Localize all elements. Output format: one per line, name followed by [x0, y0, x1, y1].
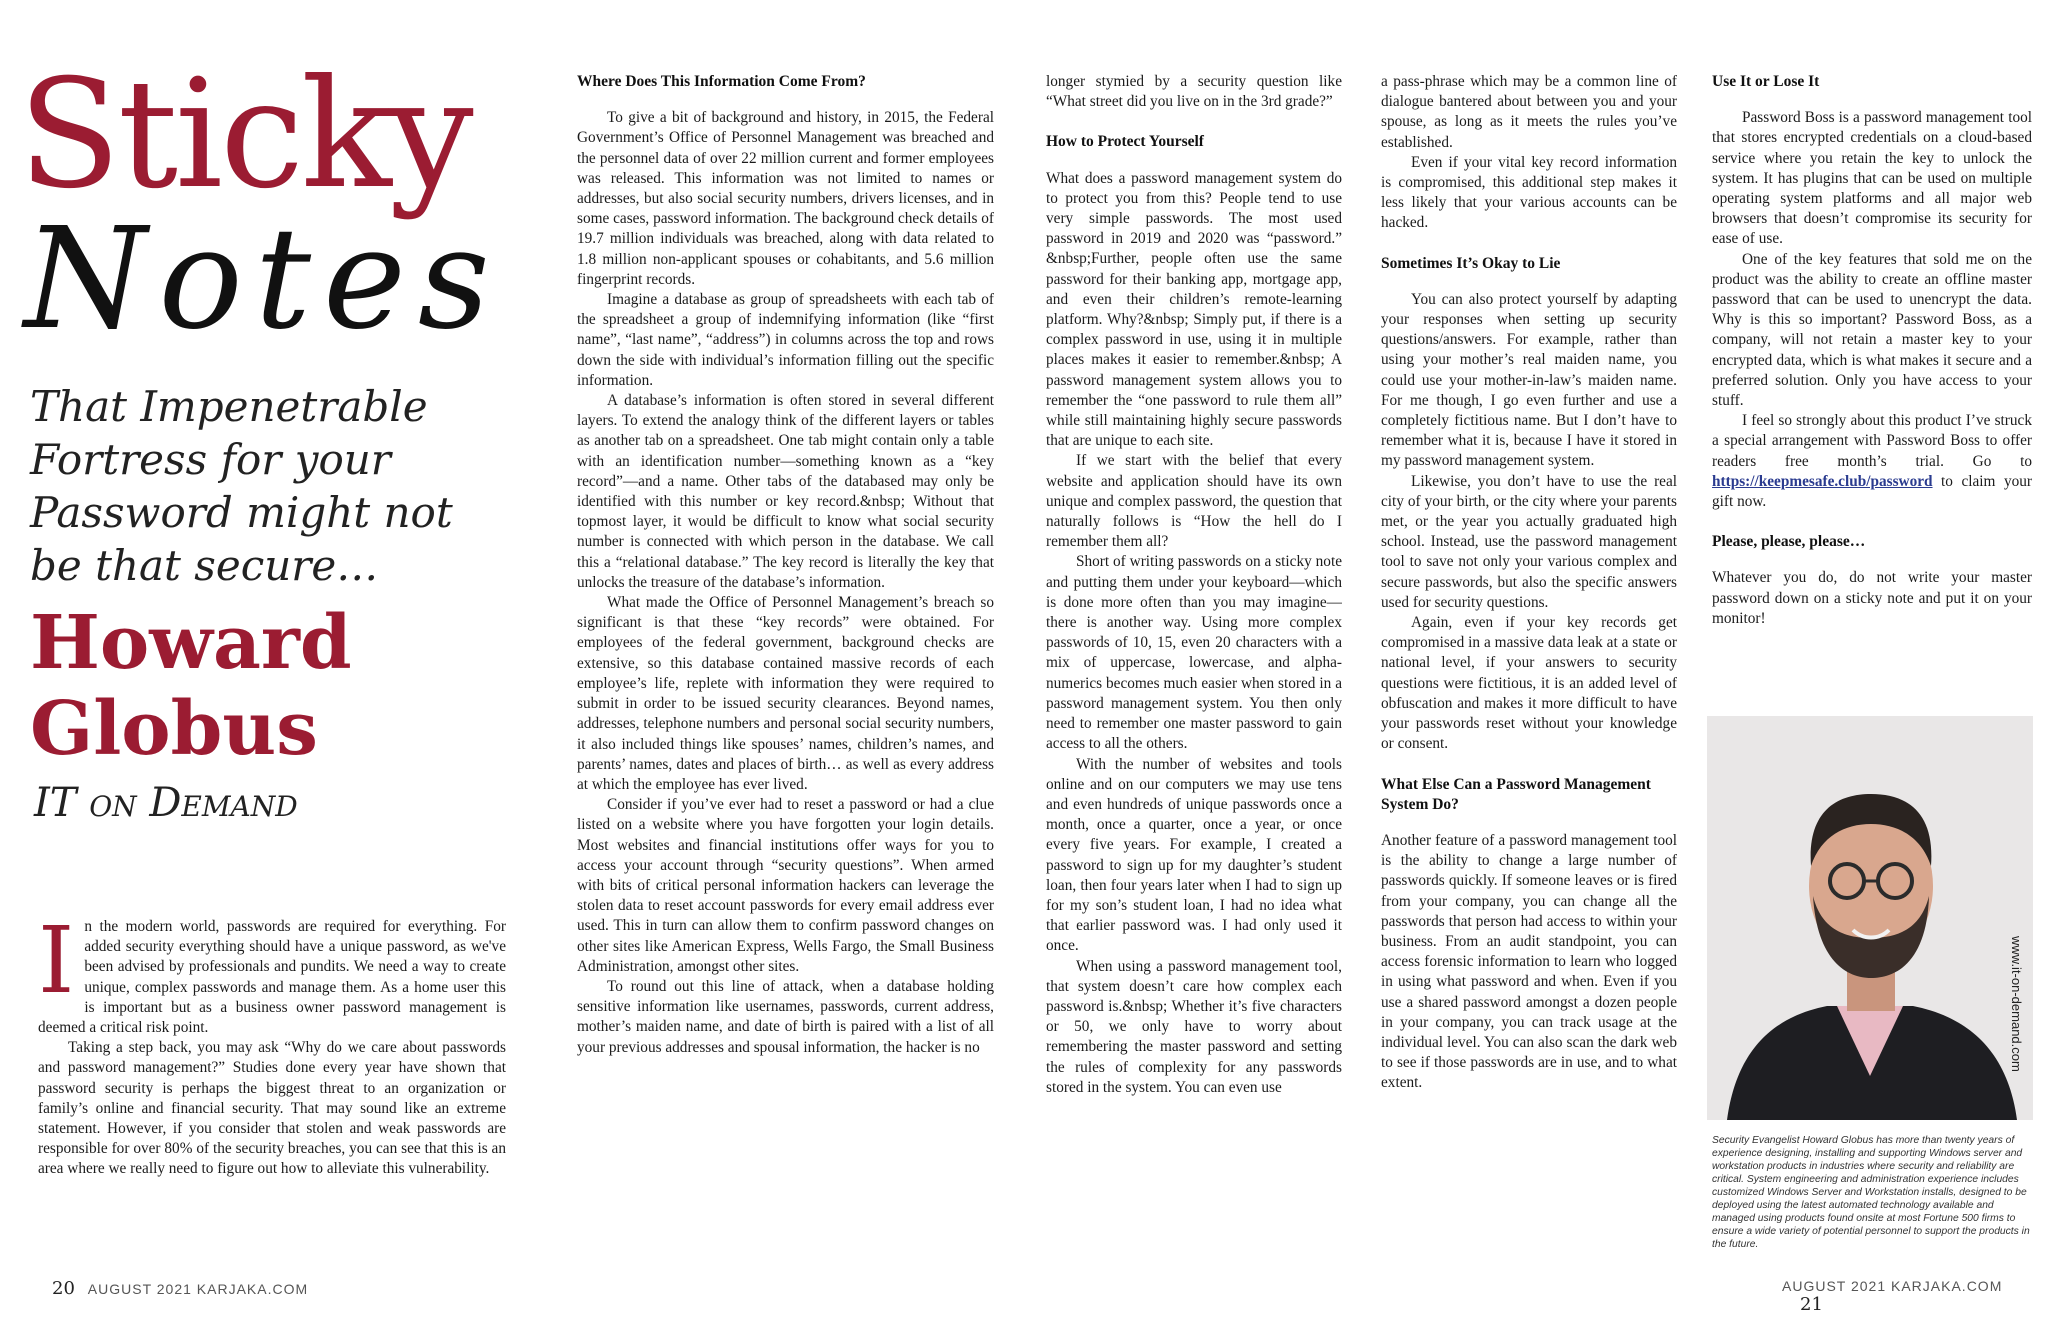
body-paragraph: When using a password management tool, that system doesn’t care how complex each password is.&nbsp; Whether it’s five characters or 50, we only have to worry about remembering the master password and setting the rules of complexity for any passwords stored in the system. You can even use [1046, 957, 1342, 1096]
intro-paragraph-2: Taking a step back, you may ask “Why do we care about passwords and password management?” Studies done every year have shown that password security is perhaps the biggest threat to an organization or family’s online and financial security. That may sound like an extreme statement. However, if you consider that stolen and weak passwords are responsible for over 80% of the security breaches, you can see that this is an area where we really need to figure out how to alleviate this vulnerability. [38, 1039, 506, 1178]
article-column-4 [1381, 72, 1677, 1252]
body-paragraph: Imagine a database as group of spreadsheets with each tab of the spreadsheet a group of indemnifying information (like “first name”, “last name”, “address”) in columns across the top and rows down the side with individual’s information filling out the specific information. [577, 291, 994, 389]
body-paragraph: To give a bit of background and history, in 2015, the Federal Government’s Office of Personnel Management was breached and the personnel data of over 22 million current and former employees was released. This information was not limited to names or addresses, but also social security numbers, drivers licenses, and in some cases, password information. The background check details of 19.7 million individuals was breached, along with data related to 1.8 million non-applicant spouses or cohabitants, and 5.6 million fingerprint records. [577, 109, 994, 288]
intro-paragraph-1: n the modern world, passwords are required for everything. For added security everything should have a unique password, as we've been advised by professionals and pundits. We need a way to create unique, complex passwords and manage them. As a home user this is important but as a business owner password management is deemed a critical risk point. [38, 918, 506, 1037]
body-paragraph: longer stymied by a security question like “What street did you live on in the 3rd grade?” [1046, 73, 1342, 111]
vertical-website-url: www.it-on-demand.com [2009, 936, 2024, 1072]
subtitle: That Impenetrable Fortress for your Password might not be that secure… [30, 382, 453, 590]
body-paragraph: What does a password management system do to protect you from this? People tend to use very simple passwords. The most used password in 2019 and 2020 was “password.” &nbsp;Further, people often use the same password for their banking app, mortgage app, and even their children’s remote-learning platform. Why?&nbsp; Simply put, if there is a complex password in use, using it in multiple places makes it easier to remember.&nbsp; A password management system allows you to remember the “one password to rule them all” while still maintaining highly secure passwords that are unique to each site. [1046, 169, 1342, 450]
author-photo [1707, 716, 2033, 1120]
section-heading: Please, please, please… [1712, 533, 1866, 551]
body-paragraph: You can also protect yourself by adapting your responses when setting up security questions/answers. For example, rather than using your mother’s real maiden name, you could use your mother-in-law’s maiden name. For me though, I go even further and use a completely fictitious name. But I don’t have to remember what it is, because I have it stored in my password management system. [1381, 290, 1677, 470]
drop-cap: I [38, 917, 75, 1014]
body-paragraph: Again, even if your key records get compromised in a massive data leak at a state or national level, if your answers to security questions were fictitious, it is an added level of obfuscation and makes it more difficult to have your passwords reset without your knowledge or consent. [1381, 614, 1677, 753]
body-paragraph: What made the Office of Personnel Management’s breach so significant is that these “key records” were obtained. For employees of the federal government, background checks are extensive, so this database contained massive records of each employee’s life, replete with information they were required to submit in order to be issued security clearances. Beyond names, addresses, telephone numbers and personal social security numbers, it also included things like spouses’ names, children’s names, and parents’ names, dates and places of birth… as well as every address at which the employee has ever lived. [577, 594, 994, 793]
article-column-3 [1046, 72, 1342, 1252]
body-paragraph: Password Boss is a password management tool that stores encrypted credentials on a cloud-based service where you retain the key to unlock the system. It has plugins that can be used on multiple operating system platforms and all major web browsers that doesn’t compromise its security for ease of use. [1712, 109, 2032, 248]
page-footer-right [1782, 1278, 2048, 1315]
page-number: 21 [1800, 1294, 1823, 1315]
footer-text: AUGUST 2021 KARJAKA.COM [87, 1281, 309, 1297]
footer-text: AUGUST 2021 KARJAKA.COM [1782, 1278, 2003, 1294]
body-paragraph: I feel so strongly about this product I’ve struck a special arrangement with Password Boss to offer readers free month’s trial. Go to https://keepmesafe.club/password to claim your gift now. [1712, 412, 2032, 511]
intro-column [38, 917, 506, 1247]
company-name: IT on Demand [34, 780, 298, 826]
body-paragraph: To round out this line of attack, when a database holding sensitive information like usernames, passwords, current address, mother’s maiden name, and date of birth is paired with a list of all your previous addresses and spousal information, the hacker is no [577, 977, 994, 1056]
title-notes: Notes [24, 198, 502, 361]
section-heading: What Else Can a Password Management System Do? [1381, 775, 1651, 813]
body-paragraph: With the number of websites and tools online and on our computers we may use tens and even hundreds of unique passwords once a month, once a quarter, once a year, or once every five years. For example, I created a password to sign up for my daughter’s student loan, then four years later when I had to sign up for my son’s student loan, I had no idea what that earlier password was. I had only used it once. [1046, 755, 1342, 955]
page-footer-left [52, 1278, 308, 1299]
password-boss-link[interactable]: https://keepmesafe.club/password [1712, 472, 1933, 490]
body-paragraph: If we start with the belief that every website and application should have its own unique and complex password, the question that naturally follows is “How the hell do I remember them all? [1046, 452, 1342, 551]
body-paragraph: A database’s information is often stored in several different layers. To extend the analogy think of the different layers or tables as another tab on a spreadsheet. One tab might contain only a table with an identification number—something known as a “key record”—and a name. Other tabs of the databased may only be identified with this number or key record.&nbsp; Without that topmost layer, it would be difficult to know what social security number is connected with which person in the database. We call this a “relational database.” The key record is literally the key that unlocks the treasure of the database’s information. [577, 392, 994, 591]
section-heading: How to Protect Yourself [1046, 133, 1204, 151]
author-portrait-illustration [1707, 716, 2033, 1120]
body-paragraph: Likewise, you don’t have to use the real city of your birth, or the city where your parents met, or the year you actually graduated high school. Instead, use the password management tool to save not only your various complex and secure passwords, but also the specific answers used for security questions. [1381, 472, 1677, 611]
article-column-5 [1712, 72, 2032, 712]
body-paragraph: One of the key features that sold me on the product was the ability to create an offline master password that can be used to unencrypt the data. Why is this so important? Password Boss, as a company, will not retain a master key to your encrypted data, which is what makes it secure and a preferred solution. Only you have access to your stuff. [1712, 250, 2032, 410]
body-paragraph: Consider if you’ve ever had to reset a password or had a clue listed on a website where you have forgotten your login details. Most websites and financial institutions offer ways for you to access your account through “security questions”. When armed with bits of critical personal information hackers can leverage the stolen data to reset account passwords for every email address ever used. This in turn can allow them to confirm password changes on other sites like American Express, Wells Fargo, the Small Business Administration, amongst other sites. [577, 796, 994, 975]
body-paragraph: Another feature of a password management tool is the ability to change a large number of passwords quickly. If someone leaves or is fired from your company, you can change all the passwords that person had access to within your business. From an audit standpoint, you can access forensic information to learn who logged in using what password and when. Even if you use a shared password amongst a dozen people in your company, you can track usage at the individual level. You can also scan the dark web to see if those passwords are in use, and to what extent. [1381, 831, 1677, 1092]
section-heading: Where Does This Information Come From? [577, 73, 866, 90]
photo-caption: Security Evangelist Howard Globus has more than twenty years of experience designing, installing and supporting Windows server and workstation products in industries where security and reliability are critical. System engineering and administration experience includes customized Windows Server and Workstation installs, designed to be deployed using the latest automated technology available and managed using products found onsite at most Fortune 500 firms to ensure a wide variety of potential personnel to support the products in the future. [1712, 1135, 2030, 1251]
section-heading: Sometimes It’s Okay to Lie [1381, 254, 1561, 272]
body-paragraph: Whatever you do, do not write your master password down on a sticky note and put it on your monitor! [1712, 569, 2032, 627]
section-heading: Use It or Lose It [1712, 73, 1820, 90]
article-column-2 [577, 72, 994, 1252]
body-paragraph: Even if your vital key record information is compromised, this additional step makes it less likely that your various accounts can be hacked. [1381, 153, 1677, 232]
title-sticky: Sticky [18, 48, 471, 222]
right-page [1024, 0, 2048, 1325]
author-name: Howard Globus [30, 600, 352, 772]
page-number: 20 [52, 1278, 75, 1299]
body-paragraph: Short of writing passwords on a sticky note and putting them under your keyboard—which is done more often than you may imagine—there is another way. Using more complex passwords of 10, 15, even 20 characters with a mix of uppercase, lowercase, and alpha-numerics becomes much easier when stored in a password management system. You then only need to remember one master password to gain access to all the others. [1046, 553, 1342, 753]
body-paragraph: a pass-phrase which may be a common line of dialogue bantered about between you and your spouse, as long as it meets the rules you’ve established. [1381, 73, 1677, 151]
